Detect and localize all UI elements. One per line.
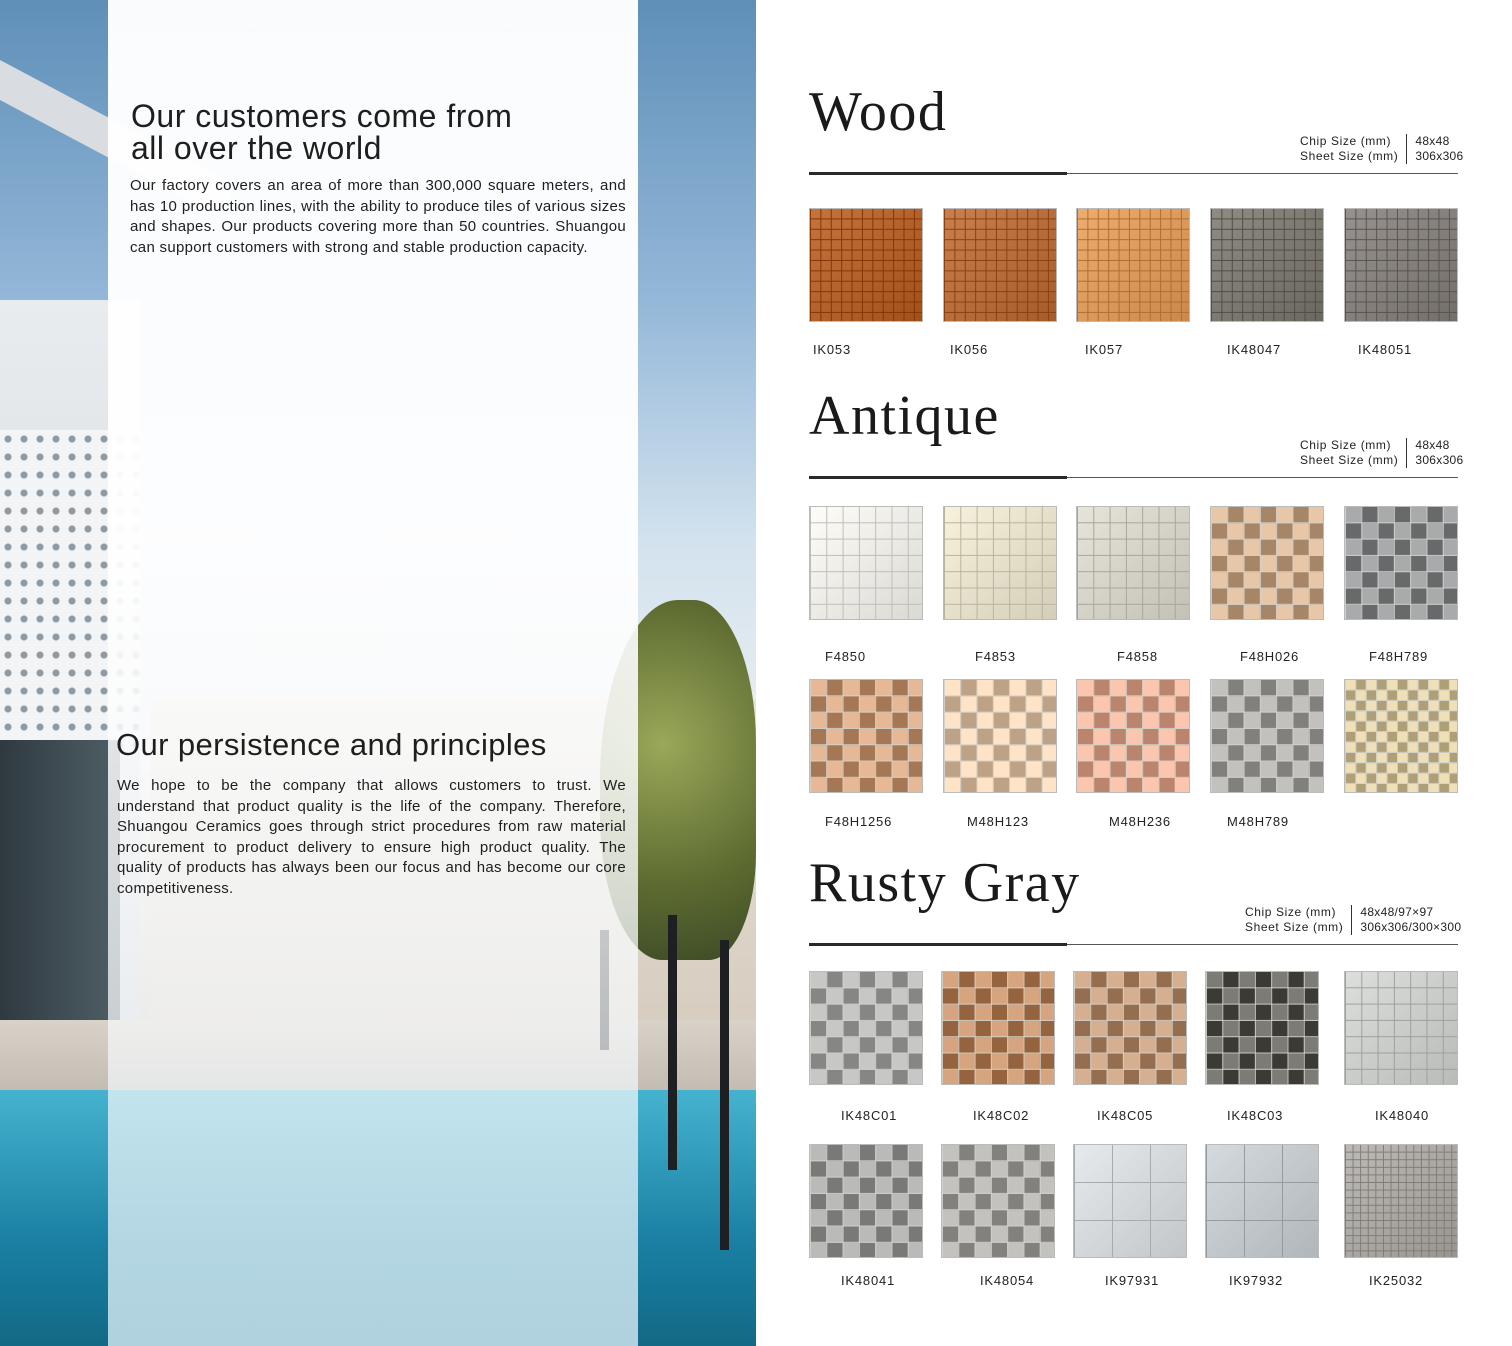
section-divider	[1067, 944, 1458, 945]
section-divider-accent	[809, 476, 1067, 479]
tile-code-label: IK48054	[980, 1273, 1035, 1288]
tile-swatch	[1344, 208, 1458, 322]
tile-code-label: IK25032	[1369, 1273, 1424, 1288]
section-divider-accent	[809, 172, 1067, 175]
tile-swatch	[809, 208, 923, 322]
tile-code-label: IK97932	[1229, 1273, 1284, 1288]
glass-fence-post	[668, 915, 677, 1170]
tile-code-label: IK97931	[1105, 1273, 1160, 1288]
sheet-size-label: Sheet Size (mm)	[1245, 920, 1344, 934]
tile-code-label: M48H789	[1227, 814, 1289, 829]
tile-code-label: IK48C03	[1227, 1108, 1284, 1123]
tile-swatch	[809, 1144, 923, 1258]
tile-swatch	[1073, 1144, 1187, 1258]
section-divider	[1067, 477, 1458, 478]
tile-swatch	[1076, 208, 1190, 322]
sheet-size-value: 306x306	[1415, 453, 1464, 467]
section-title-wood: Wood	[809, 81, 948, 143]
sheet-size-value: 306x306/300×300	[1360, 920, 1462, 934]
chip-size-label: Chip Size (mm)	[1300, 134, 1392, 148]
tile-swatch	[943, 506, 1057, 620]
tile-code-label: F4858	[1117, 649, 1158, 664]
tile-swatch	[1205, 1144, 1319, 1258]
tile-swatch	[943, 208, 1057, 322]
spec-rusty-gray	[1245, 905, 1461, 935]
persistence-heading: Our persistence and principles	[116, 727, 547, 762]
tile-swatch	[1073, 971, 1187, 1085]
tile-code-label: IK48C01	[841, 1108, 898, 1123]
spec-wood	[1300, 134, 1464, 164]
tile-swatch	[1344, 971, 1458, 1085]
tile-swatch	[1344, 679, 1458, 793]
persistence-paragraph: We hope to be the company that allows customers to trust. We understand that product quality is the life of the company. Therefore, Shuangou Ceramics goes through strict procedures from raw material procurement to product delivery to ensure high product quality. The quality of products has always been our focus and has become our core competitiveness.	[117, 777, 626, 897]
section-title-antique: Antique	[809, 385, 1000, 447]
tile-swatch	[809, 506, 923, 620]
sheet-size-label: Sheet Size (mm)	[1300, 149, 1399, 163]
tile-swatch	[809, 971, 923, 1085]
tile-code-label: F48H1256	[825, 814, 893, 829]
tile-code-label: M48H123	[967, 814, 1029, 829]
customers-heading-line1: Our customers come from	[131, 98, 513, 134]
tile-code-label: IK057	[1085, 342, 1123, 357]
tile-swatch	[1344, 1144, 1458, 1258]
chip-size-value: 48x48	[1415, 134, 1450, 148]
customers-heading	[131, 100, 611, 164]
tile-code-label: F48H026	[1240, 649, 1300, 664]
tile-code-label: F48H789	[1369, 649, 1429, 664]
sheet-size-label: Sheet Size (mm)	[1300, 453, 1399, 467]
tile-swatch	[1210, 208, 1324, 322]
section-title-rusty-gray: Rusty Gray	[809, 852, 1081, 914]
spec-antique	[1300, 438, 1464, 468]
customers-paragraph: Our factory covers an area of more than 300,000 square meters, and has 10 production lines, with the ability to produce tiles of various sizes and shapes. Our products covering more than 50 countries. Shuangou can support customers with strong and stable production capacity.	[130, 177, 626, 256]
tile-swatch	[1344, 506, 1458, 620]
tile-swatch	[941, 971, 1055, 1085]
tile-code-label: IK48C02	[973, 1108, 1030, 1123]
tile-swatch	[943, 679, 1057, 793]
tile-swatch	[1210, 679, 1324, 793]
tile-code-label: IK053	[813, 342, 851, 357]
tile-code-label: IK48C05	[1097, 1108, 1154, 1123]
customers-heading-line2: all over the world	[131, 130, 382, 166]
tile-swatch	[809, 679, 923, 793]
tile-swatch	[1205, 971, 1319, 1085]
tile-swatch	[1210, 506, 1324, 620]
tile-code-label: IK48040	[1375, 1108, 1430, 1123]
chip-size-value: 48x48/97×97	[1360, 905, 1434, 919]
tile-code-label: IK48041	[841, 1273, 896, 1288]
tile-code-label: IK056	[950, 342, 988, 357]
glass-fence-post	[720, 940, 729, 1250]
glass-doors	[0, 740, 120, 1040]
tile-swatch	[941, 1144, 1055, 1258]
section-divider	[1067, 173, 1458, 174]
tile-code-label: F4853	[975, 649, 1016, 664]
tile-swatch	[1076, 679, 1190, 793]
tile-code-label: IK48047	[1227, 342, 1282, 357]
tile-code-label: IK48051	[1358, 342, 1413, 357]
section-divider-accent	[809, 943, 1067, 946]
chip-size-value: 48x48	[1415, 438, 1450, 452]
sheet-size-value: 306x306	[1415, 149, 1464, 163]
chip-size-label: Chip Size (mm)	[1245, 905, 1337, 919]
chip-size-label: Chip Size (mm)	[1300, 438, 1392, 452]
tile-swatch	[1076, 506, 1190, 620]
tile-code-label: M48H236	[1109, 814, 1171, 829]
tile-code-label: F4850	[825, 649, 866, 664]
